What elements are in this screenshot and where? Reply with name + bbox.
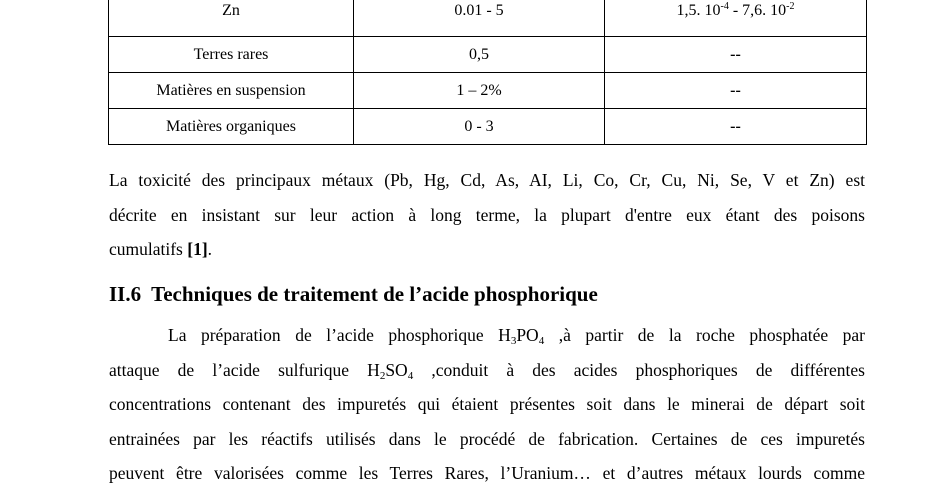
treatment-paragraph	[109, 318, 865, 491]
section-title: Techniques de traitement de l’acide phosphorique	[151, 282, 598, 306]
paragraph-text: cumulatifs	[109, 239, 188, 259]
section-number: II.6	[109, 282, 142, 306]
formula-subscript: 3	[510, 335, 517, 347]
table-cell-name: Matières en suspension	[109, 73, 354, 109]
paragraph-text: La préparation de l’acide phosphorique H	[168, 325, 511, 345]
table-cell-name: Terres rares	[109, 37, 354, 73]
table-row	[109, 73, 867, 109]
section-heading	[109, 282, 598, 307]
table-cell-name: Matières organiques	[109, 109, 354, 145]
paragraph-line: peuvent être valorisées comme les Terres Rares, l’Uranium… et d’autres métaux lourds comme	[109, 463, 865, 483]
zn-value-a-exponent: -4	[720, 0, 729, 12]
zn-value-sep: -	[728, 1, 743, 19]
table-cell-other	[605, 0, 867, 37]
table-cell-range: 1 – 2%	[354, 73, 605, 109]
paragraph-text: .	[207, 239, 213, 259]
paragraph-line	[109, 353, 865, 388]
zn-value-a: 1,5. 10	[676, 1, 721, 19]
table-cell-name: Zn	[109, 0, 354, 37]
table-row	[109, 37, 867, 73]
paragraph-line: La toxicité des principaux métaux (Pb, Hg, Cd, As, AI, Li, Co, Cr, Cu, Ni, Se, V et Zn) est	[109, 170, 865, 190]
table-row	[109, 109, 867, 145]
impurities-table	[108, 0, 865, 145]
table-cell-other: --	[605, 109, 867, 145]
paragraph-line: concentrations contenant des impuretés qui étaient présentes soit dans le minerai de départ soit	[109, 394, 865, 414]
formula-subscript: 4	[407, 369, 414, 382]
table-cell-range: 0.01 - 5	[354, 0, 605, 37]
formula-subscript: 4	[538, 335, 545, 347]
paragraph-line: décrite en insistant sur leur action à long terme, la plupart d'entre eux étant des poisons	[109, 204, 865, 225]
paragraph-text: SO	[385, 359, 408, 380]
paragraph-text: PO	[516, 325, 539, 345]
formula-subscript: 2	[379, 369, 386, 382]
paragraph-line: entrainées par les réactifs utilisés dans le procédé de fabrication. Certaines de ces impuretés	[109, 428, 865, 449]
table-cell-other: --	[605, 37, 867, 73]
paragraph-line	[109, 318, 865, 353]
paragraph-text: ,à partir de la roche phosphatée par	[544, 325, 865, 345]
table-row	[109, 0, 867, 37]
paragraph-text: ,conduit à des acides phosphoriques de différentes	[413, 359, 865, 380]
table-cell-range: 0 - 3	[354, 109, 605, 145]
citation-ref: [1]	[187, 239, 208, 259]
zn-value-b: 7,6. 10	[742, 1, 787, 19]
table-cell-other: --	[605, 73, 867, 109]
paragraph-line	[109, 232, 865, 267]
toxicity-paragraph	[109, 163, 865, 267]
paragraph-text: attaque de l’acide sulfurique H	[109, 359, 380, 380]
table-cell-range: 0,5	[354, 37, 605, 73]
zn-value-b-exponent: -2	[786, 0, 795, 12]
